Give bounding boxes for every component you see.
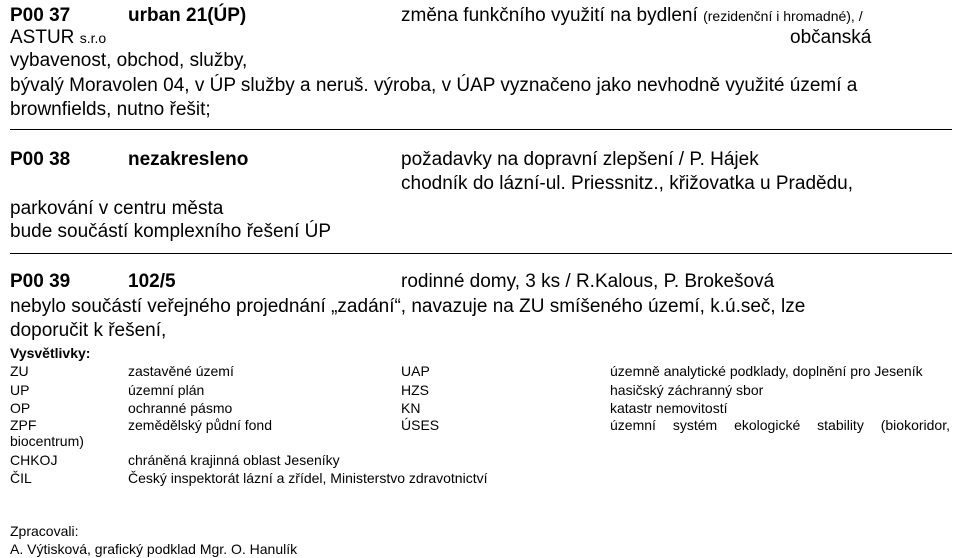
footer-names: A. Výtisková, grafický podklad Mgr. O. Hanulík <box>10 541 298 557</box>
record-3-code: P00 39 <box>10 271 71 292</box>
record-2-line3: parkování v centru města <box>10 198 224 219</box>
legend-abbr-up: UP <box>10 382 30 398</box>
record-3-title: 102/5 <box>128 271 176 292</box>
legend-text-hzs: hasičský záchranný sbor <box>610 382 764 398</box>
record-2-requirement: požadavky na dopravní zlepšení / P. Hájek <box>401 149 759 170</box>
record-2-line2: chodník do lázní-ul. Priessnitz., křižovatka u Pradědu, <box>401 173 854 194</box>
divider-2 <box>10 253 952 254</box>
legend-abbr-zpf: ZPF <box>10 417 37 433</box>
legend-abbr-uses: ÚSES <box>401 417 440 433</box>
record-1-requirement-note: (rezidenční i hromadné), / <box>703 8 863 24</box>
legend-continuation: biocentrum) <box>10 433 84 449</box>
legend-text-op: ochranné pásmo <box>128 400 233 416</box>
record-2-line4: bude součástí komplexního řešení ÚP <box>10 221 332 242</box>
record-1-code: P00 37 <box>10 5 71 26</box>
legend-text-zpf: zemědělský půdní fond <box>128 417 272 433</box>
record-1-line5: brownfields, nutno řešit; <box>10 99 211 120</box>
divider-1 <box>10 129 952 130</box>
record-2-code: P00 38 <box>10 149 71 170</box>
record-1-company-suffix: s.r.o <box>79 30 107 46</box>
legend-text-chkoj: chráněná krajinná oblast Jeseníky <box>128 452 340 468</box>
record-1-requirement <box>401 5 863 27</box>
record-3-line2: nebylo součástí veřejného projednání „zadání“, navazuje na ZU smíšeného území, k.ú.seč, lze <box>10 296 806 317</box>
legend-text-up: územní plán <box>128 382 205 398</box>
record-3-line3: doporučit k řešení, <box>10 320 167 341</box>
legend-abbr-chkoj: CHKOJ <box>10 452 58 468</box>
record-1-title: urban 21(ÚP) <box>128 5 247 26</box>
legend-text-kn: katastr nemovitostí <box>610 400 728 416</box>
legend-abbr-uap: UAP <box>401 363 430 379</box>
legend-abbr-zu: ZU <box>10 363 29 379</box>
record-1-line2-right: občanská <box>790 27 872 48</box>
record-1-line2-left <box>10 27 106 49</box>
legend-abbr-cil: ČIL <box>10 470 32 486</box>
legend-text-uap: územně analytické podklady, doplnění pro Jeseník <box>610 363 923 379</box>
record-3-requirement: rodinné domy, 3 ks / R.Kalous, P. Brokešová <box>401 271 775 292</box>
legend-heading: Vysvětlivky: <box>10 345 91 361</box>
record-2-title: nezakresleno <box>128 149 249 170</box>
record-1-requirement-text: změna funkčního využití na bydlení <box>401 5 698 26</box>
record-1-line3: vybavenost, obchod, služby, <box>10 50 248 71</box>
legend-abbr-hzs: HZS <box>401 382 429 398</box>
legend-text-zu: zastavěné území <box>128 363 234 379</box>
legend-abbr-kn: KN <box>401 400 421 416</box>
legend-text-uses: územní systém ekologické stability (biokoridor, <box>610 417 950 433</box>
footer-label: Zpracovali: <box>10 523 79 539</box>
legend-text-cil: Český inspektorát lázní a zřídel, Ministerstvo zdravotnictví <box>128 470 488 486</box>
record-1-company: ASTUR <box>10 27 75 48</box>
record-1-line4: bývalý Moravolen 04, v ÚP služby a neruš. výroba, v ÚAP vyznačeno jako nevhodně využité území a <box>10 75 858 96</box>
legend-abbr-op: OP <box>10 400 31 416</box>
